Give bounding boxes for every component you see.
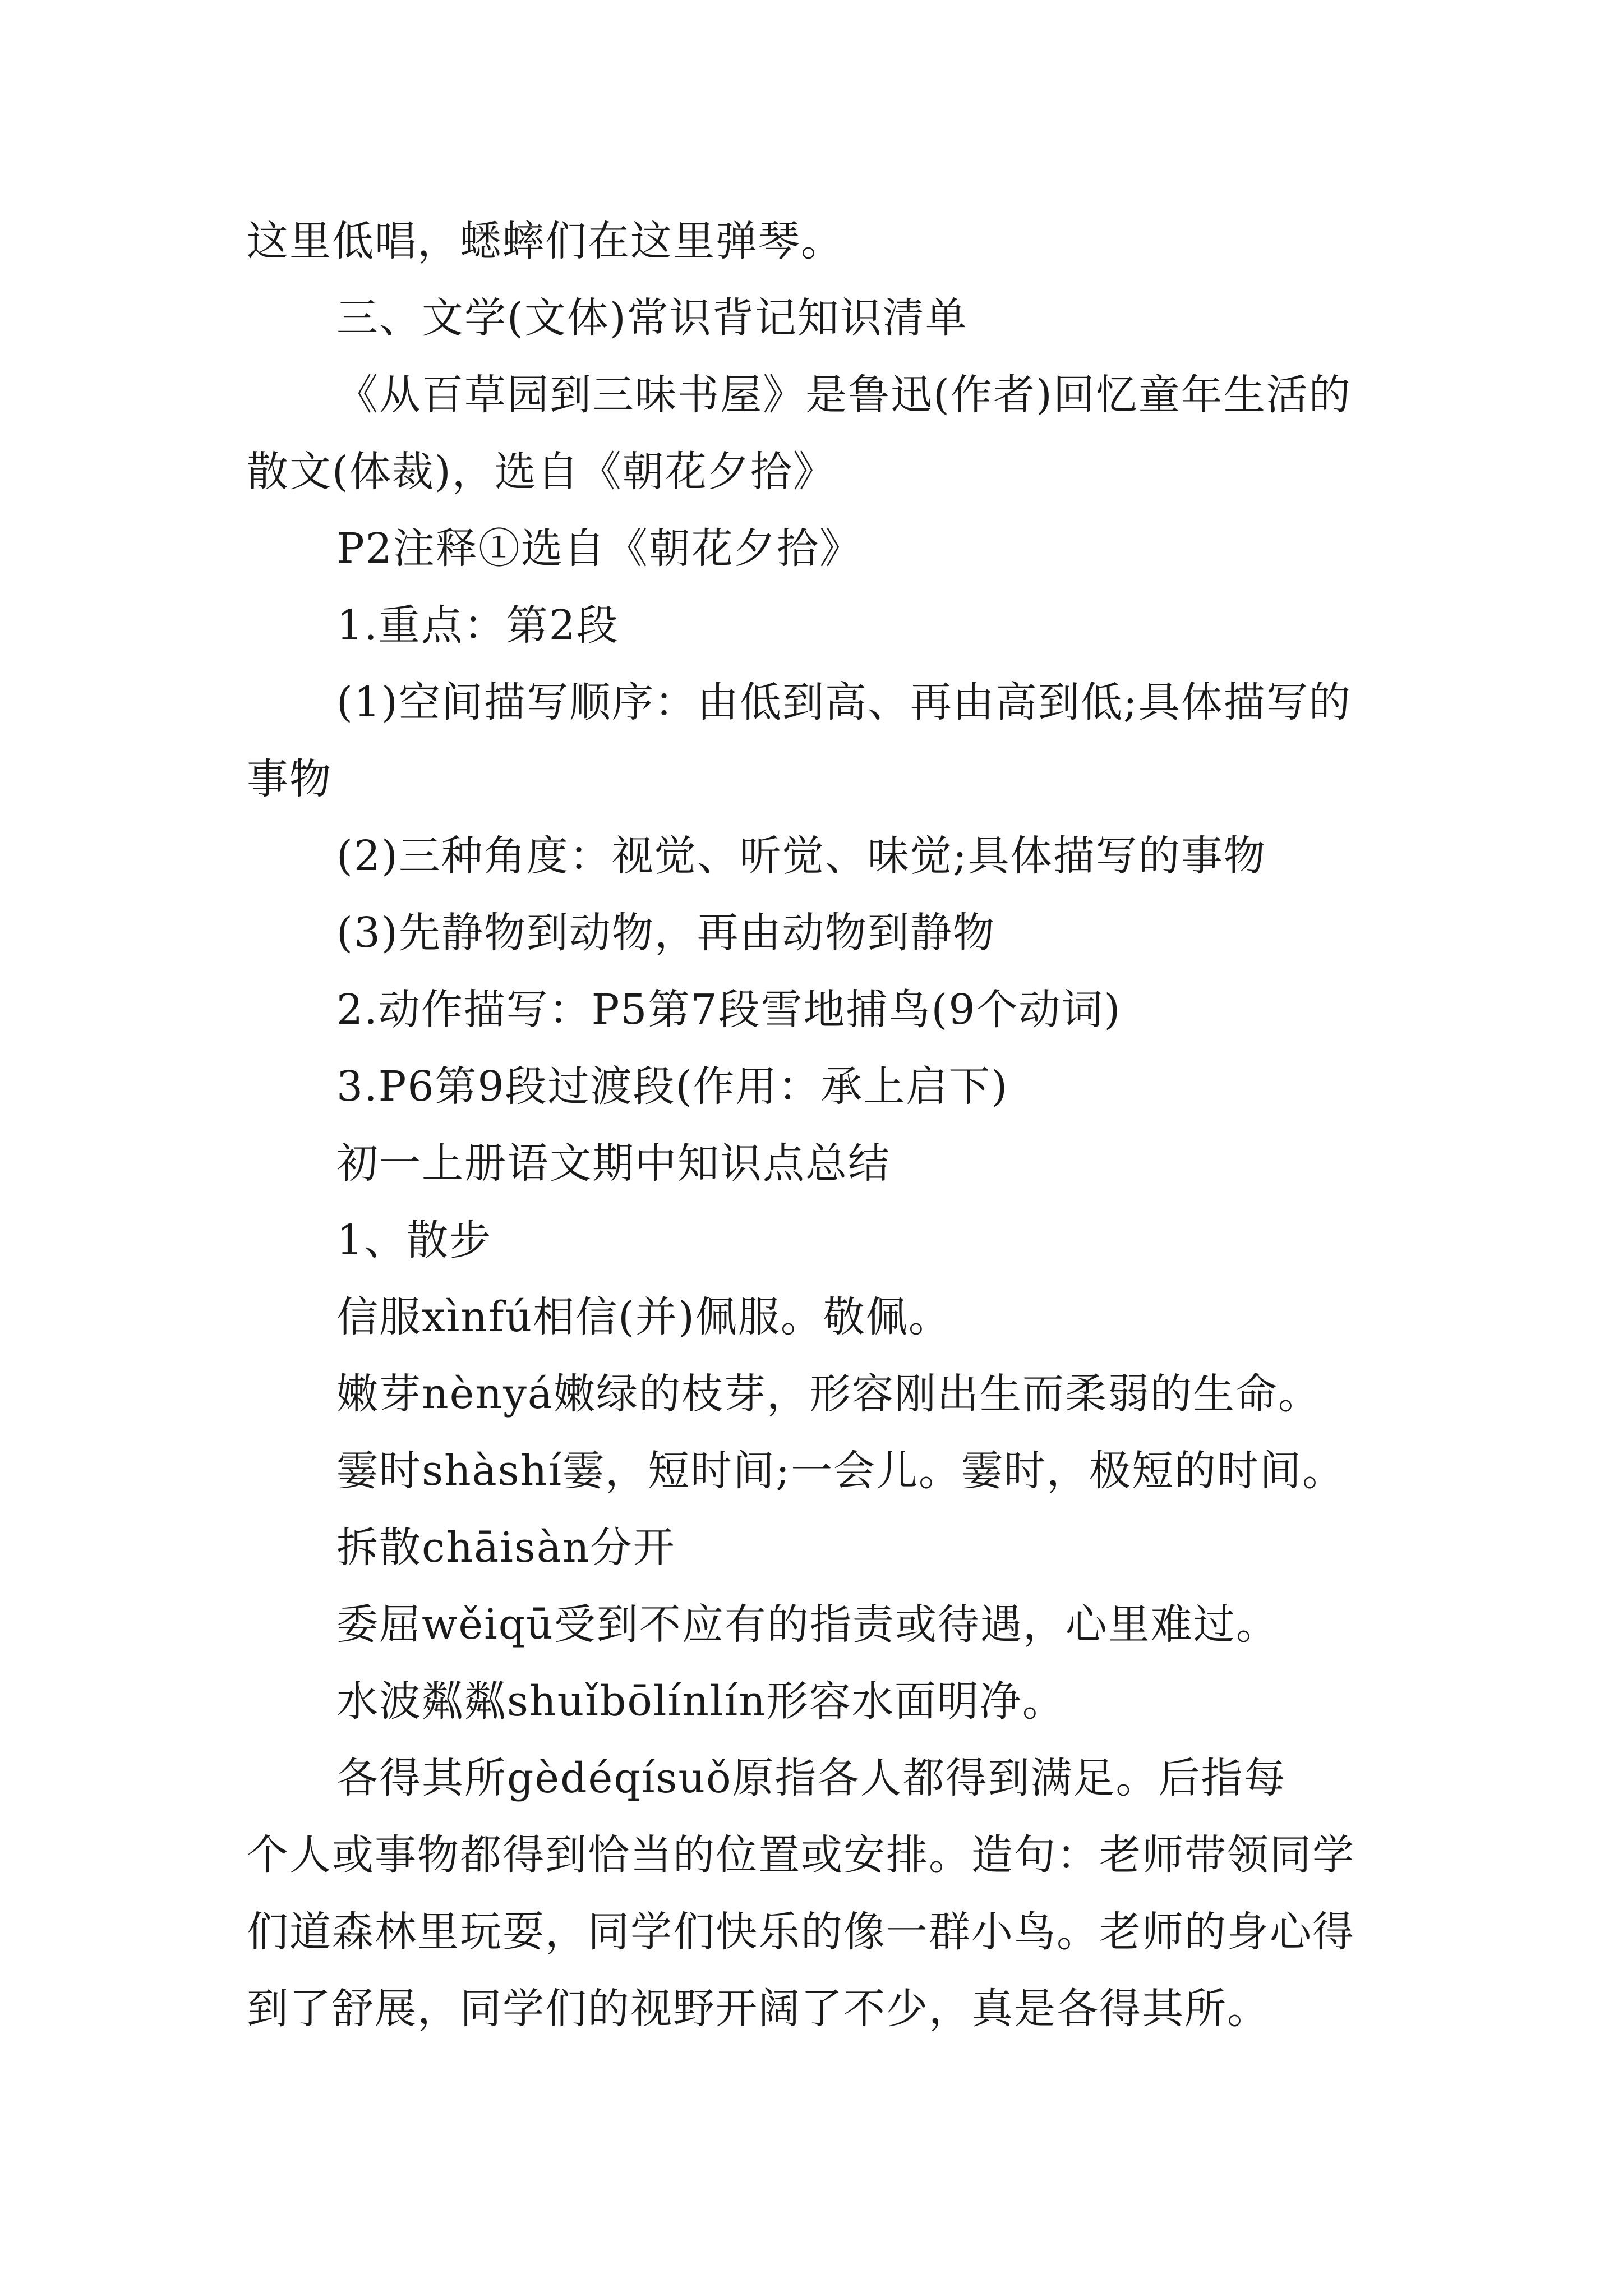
vocab-entry-nenya: 嫩芽nènyá嫩绿的枝芽，形容刚出生而柔弱的生命。 [336, 1370, 1321, 1418]
text-line-11: 2.动作描写：P5第7段雪地捕鸟(9个动词) [336, 986, 1122, 1034]
text-line-23: 们道森林里玩耍，同学们快乐的像一群小鸟。老师的身心得 [247, 1908, 1355, 1956]
text-line-6: 1.重点：第2段 [336, 601, 619, 650]
vocab-entry-gedeqisuo: 各得其所gèdéqísuǒ原指各人都得到满足。后指每 [336, 1754, 1287, 1802]
vocab-entry-weiqu: 委屈wěiqū受到不应有的指责或待遇，心里难过。 [336, 1600, 1279, 1649]
text-line-4: 散文(体裁)，选自《朝花夕拾》 [247, 448, 836, 496]
text-line-10: (3)先静物到动物，再由动物到静物 [336, 909, 995, 957]
text-line-24: 到了舒展，同学们的视野开阔了不少，真是各得其所。 [247, 1985, 1270, 2033]
vocab-entry-shashi: 霎时shàshí霎，短时间;一会儿。霎时，极短的时间。 [336, 1447, 1345, 1495]
text-line-9: (2)三种角度：视觉、听觉、味觉;具体描写的事物 [336, 832, 1266, 880]
text-line-7: (1)空间描写顺序：由低到高、再由高到低;具体描写的 [336, 678, 1352, 726]
vocab-entry-chaisan: 拆散chāisàn分开 [336, 1524, 676, 1572]
vocab-entry-shuibo: 水波粼粼shuǐbōlínlín形容水面明净。 [336, 1677, 1065, 1726]
text-line-22: 个人或事物都得到恰当的位置或安排。造句：老师带领同学 [247, 1831, 1355, 1879]
text-line-5: P2注释①选自《朝花夕拾》 [336, 524, 862, 573]
section-heading-literature: 三、文学(文体)常识背记知识清单 [336, 294, 968, 342]
text-line-3: 《从百草园到三味书屋》是鲁迅(作者)回忆童年生活的 [336, 371, 1352, 419]
text-line-8: 事物 [247, 755, 332, 803]
text-line-12: 3.P6第9段过渡段(作用：承上启下) [336, 1062, 1009, 1111]
section-heading-midterm: 初一上册语文期中知识点总结 [336, 1139, 891, 1188]
lesson-heading-walk: 1、散步 [336, 1216, 492, 1264]
text-line-1: 这里低唱，蟋蟀们在这里弹琴。 [247, 217, 843, 265]
vocab-entry-xinfu: 信服xìnfú相信(并)佩服。敬佩。 [336, 1293, 951, 1341]
